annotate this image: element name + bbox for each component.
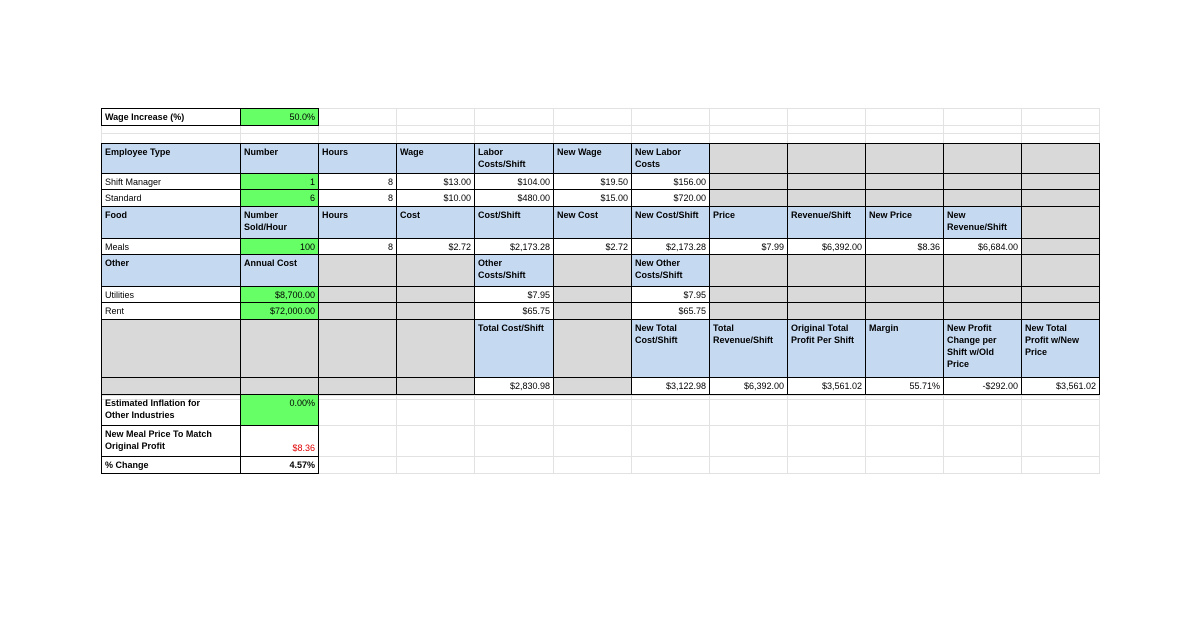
- header-revenue-shift[interactable]: Revenue/Shift: [787, 206, 866, 239]
- header-food[interactable]: Food: [101, 206, 241, 239]
- empty-cell[interactable]: [396, 319, 475, 378]
- empty-cell[interactable]: [709, 173, 788, 190]
- header-wage[interactable]: Wage: [396, 143, 475, 174]
- empty-cell[interactable]: [318, 302, 397, 320]
- grid-cell: [553, 425, 632, 457]
- empty-cell[interactable]: [396, 286, 475, 303]
- empty-cell[interactable]: [553, 319, 632, 378]
- grid-cell: [943, 425, 1022, 457]
- empty-header-cell[interactable]: [709, 143, 788, 174]
- empty-cell[interactable]: [709, 302, 788, 320]
- empty-cell[interactable]: [943, 189, 1022, 207]
- employee-new-labor-cost[interactable]: $720.00: [631, 189, 710, 207]
- empty-cell[interactable]: [943, 286, 1022, 303]
- header-new-labor-costs[interactable]: New Labor Costs: [631, 143, 710, 174]
- header-number[interactable]: Number: [240, 143, 319, 174]
- empty-header-cell[interactable]: [1021, 206, 1100, 239]
- other-new-cost-shift[interactable]: $65.75: [631, 302, 710, 320]
- empty-cell[interactable]: [101, 377, 241, 395]
- grid-cell: [709, 108, 788, 126]
- inflation-input[interactable]: 0.00%: [240, 394, 319, 426]
- empty-cell[interactable]: [787, 286, 866, 303]
- new-meal-price[interactable]: $8.36: [240, 425, 319, 457]
- header-new-cost[interactable]: New Cost: [553, 206, 632, 239]
- empty-cell[interactable]: [943, 173, 1022, 190]
- grid-cell: [787, 425, 866, 457]
- grid-cell: [787, 108, 866, 126]
- empty-cell[interactable]: [709, 254, 788, 287]
- empty-cell[interactable]: [318, 319, 397, 378]
- empty-cell[interactable]: [553, 377, 632, 395]
- grid-cell: [474, 425, 554, 457]
- empty-cell[interactable]: [709, 286, 788, 303]
- header-total-revenue[interactable]: Total Revenue/Shift: [709, 319, 788, 378]
- meals-new-cost-shift[interactable]: $2,173.28: [631, 238, 710, 255]
- margin[interactable]: 55.71%: [865, 377, 944, 395]
- grid-cell: [865, 456, 944, 474]
- header-profit-change[interactable]: New Profit Change per Shift w/Old Price: [943, 319, 1022, 378]
- empty-cell[interactable]: [787, 302, 866, 320]
- header-labor-costs[interactable]: Labor Costs/Shift: [474, 143, 554, 174]
- empty-header-cell[interactable]: [787, 143, 866, 174]
- grid-cell: [1021, 456, 1100, 474]
- empty-cell[interactable]: [1021, 173, 1100, 190]
- grid-cell: [553, 108, 632, 126]
- meals-cost-shift[interactable]: $2,173.28: [474, 238, 554, 255]
- empty-cell[interactable]: [787, 173, 866, 190]
- grid-cell: [787, 456, 866, 474]
- grid-cell: [553, 395, 632, 426]
- header-price[interactable]: Price: [709, 206, 788, 239]
- meals-new-revenue-shift[interactable]: $6,684.00: [943, 238, 1022, 255]
- empty-cell[interactable]: [1021, 254, 1100, 287]
- meals-hours[interactable]: 8: [318, 238, 397, 255]
- grid-cell: [865, 108, 944, 126]
- header-original-profit[interactable]: Original Total Profit Per Shift: [787, 319, 866, 378]
- grid-cell: [318, 456, 397, 474]
- empty-cell[interactable]: [240, 319, 319, 378]
- new-total-cost[interactable]: $3,122.98: [631, 377, 710, 395]
- meals-price[interactable]: $7.99: [709, 238, 788, 255]
- employee-type[interactable]: Standard: [101, 189, 241, 207]
- other-cost-shift[interactable]: $65.75: [474, 302, 554, 320]
- employee-hours[interactable]: 8: [318, 189, 397, 207]
- employee-labor-cost[interactable]: $480.00: [474, 189, 554, 207]
- grid-cell: [631, 456, 710, 474]
- empty-cell[interactable]: [101, 319, 241, 378]
- empty-header-cell[interactable]: [1021, 143, 1100, 174]
- empty-cell[interactable]: [865, 254, 944, 287]
- profit-change[interactable]: -$292.00: [943, 377, 1022, 395]
- grid-cell: [1021, 425, 1100, 457]
- grid-cell: [709, 456, 788, 474]
- meals-revenue-shift[interactable]: $6,392.00: [787, 238, 866, 255]
- meals-new-cost[interactable]: $2.72: [553, 238, 632, 255]
- other-annual-input[interactable]: $72,000.00: [240, 302, 319, 320]
- header-hours[interactable]: Hours: [318, 143, 397, 174]
- header-new-total-profit[interactable]: New Total Profit w/New Price: [1021, 319, 1100, 378]
- header-number-sold[interactable]: Number Sold/Hour: [240, 206, 319, 239]
- employee-labor-cost[interactable]: $104.00: [474, 173, 554, 190]
- header-new-other-costs[interactable]: New Other Costs/Shift: [631, 254, 710, 287]
- empty-cell[interactable]: [787, 254, 866, 287]
- total-cost[interactable]: $2,830.98: [474, 377, 554, 395]
- header-cost-shift[interactable]: Cost/Shift: [474, 206, 554, 239]
- empty-cell[interactable]: [865, 302, 944, 320]
- empty-cell[interactable]: [709, 189, 788, 207]
- meals-new-price[interactable]: $8.36: [865, 238, 944, 255]
- empty-cell[interactable]: [787, 189, 866, 207]
- header-new-revenue-shift[interactable]: New Revenue/Shift: [943, 206, 1022, 239]
- wage-increase-label[interactable]: Wage Increase (%): [101, 108, 241, 126]
- grid-cell: [943, 395, 1022, 426]
- empty-cell[interactable]: [1021, 238, 1100, 255]
- empty-cell[interactable]: [865, 286, 944, 303]
- empty-cell[interactable]: [865, 173, 944, 190]
- grid-cell: [631, 395, 710, 426]
- employee-wage[interactable]: $13.00: [396, 173, 475, 190]
- grid-cell: [709, 425, 788, 457]
- meals-cost[interactable]: $2.72: [396, 238, 475, 255]
- empty-cell[interactable]: [1021, 189, 1100, 207]
- empty-cell[interactable]: [553, 254, 632, 287]
- grid-cell: [474, 456, 554, 474]
- header-annual-cost[interactable]: Annual Cost: [240, 254, 319, 287]
- grid-cell: [474, 395, 554, 426]
- grid-cell: [318, 395, 397, 426]
- header-new-wage[interactable]: New Wage: [553, 143, 632, 174]
- percent-change-label[interactable]: % Change: [101, 456, 241, 474]
- grid-cell: [1021, 395, 1100, 426]
- other-type[interactable]: Rent: [101, 302, 241, 320]
- header-margin[interactable]: Margin: [865, 319, 944, 378]
- empty-cell[interactable]: [318, 254, 397, 287]
- original-profit[interactable]: $3,561.02: [787, 377, 866, 395]
- empty-cell[interactable]: [396, 254, 475, 287]
- grid-cell: [1021, 108, 1100, 126]
- grid-cell: [318, 108, 397, 126]
- header-food-hours[interactable]: Hours: [318, 206, 397, 239]
- grid-cell: [865, 395, 944, 426]
- employee-new-wage[interactable]: $19.50: [553, 173, 632, 190]
- other-cost-shift[interactable]: $7.95: [474, 286, 554, 303]
- grid-cell: [396, 108, 475, 126]
- employee-new-labor-cost[interactable]: $156.00: [631, 173, 710, 190]
- employee-number-input[interactable]: 6: [240, 189, 319, 207]
- grid-cell: [787, 395, 866, 426]
- grid-cell: [553, 456, 632, 474]
- empty-header-cell[interactable]: [943, 143, 1022, 174]
- header-new-price[interactable]: New Price: [865, 206, 944, 239]
- empty-cell[interactable]: [553, 302, 632, 320]
- grid-cell: [396, 395, 475, 426]
- header-cost[interactable]: Cost: [396, 206, 475, 239]
- empty-cell[interactable]: [240, 377, 319, 395]
- other-annual-input[interactable]: $8,700.00: [240, 286, 319, 303]
- percent-change-value[interactable]: 4.57%: [240, 456, 319, 474]
- meals-number-input[interactable]: 100: [240, 238, 319, 255]
- total-revenue[interactable]: $6,392.00: [709, 377, 788, 395]
- grid-cell: [631, 108, 710, 126]
- empty-cell[interactable]: [318, 377, 397, 395]
- empty-cell[interactable]: [396, 377, 475, 395]
- employee-hours[interactable]: 8: [318, 173, 397, 190]
- wage-increase-input[interactable]: 50.0%: [240, 108, 319, 126]
- grid-cell: [865, 425, 944, 457]
- new-price-label[interactable]: New Meal Price To Match Original Profit: [101, 425, 241, 457]
- header-new-total-cost[interactable]: New Total Cost/Shift: [631, 319, 710, 378]
- empty-cell[interactable]: [943, 302, 1022, 320]
- header-other[interactable]: Other: [101, 254, 241, 287]
- inflation-label[interactable]: Estimated Inflation for Other Industries: [101, 394, 241, 426]
- employee-type[interactable]: Shift Manager: [101, 173, 241, 190]
- grid-cell: [709, 395, 788, 426]
- employee-wage[interactable]: $10.00: [396, 189, 475, 207]
- empty-header-cell[interactable]: [865, 143, 944, 174]
- grid-cell: [631, 425, 710, 457]
- other-type[interactable]: Utilities: [101, 286, 241, 303]
- header-new-cost-shift[interactable]: New Cost/Shift: [631, 206, 710, 239]
- grid-cell: [943, 108, 1022, 126]
- empty-cell[interactable]: [865, 189, 944, 207]
- header-total-cost[interactable]: Total Cost/Shift: [474, 319, 554, 378]
- empty-cell[interactable]: [553, 286, 632, 303]
- header-other-costs[interactable]: Other Costs/Shift: [474, 254, 554, 287]
- grid-cell: [318, 425, 397, 457]
- employee-new-wage[interactable]: $15.00: [553, 189, 632, 207]
- header-employee-type[interactable]: Employee Type: [101, 143, 241, 174]
- grid-cell: [474, 108, 554, 126]
- empty-cell[interactable]: [1021, 302, 1100, 320]
- grid-cell: [396, 425, 475, 457]
- empty-cell[interactable]: [396, 302, 475, 320]
- grid-cell: [943, 456, 1022, 474]
- employee-number-input[interactable]: 1: [240, 173, 319, 190]
- empty-cell[interactable]: [1021, 286, 1100, 303]
- empty-cell[interactable]: [943, 254, 1022, 287]
- empty-cell[interactable]: [318, 286, 397, 303]
- grid-cell: [396, 456, 475, 474]
- meals-label[interactable]: Meals: [101, 238, 241, 255]
- new-total-profit[interactable]: $3,561.02: [1021, 377, 1100, 395]
- other-new-cost-shift[interactable]: $7.95: [631, 286, 710, 303]
